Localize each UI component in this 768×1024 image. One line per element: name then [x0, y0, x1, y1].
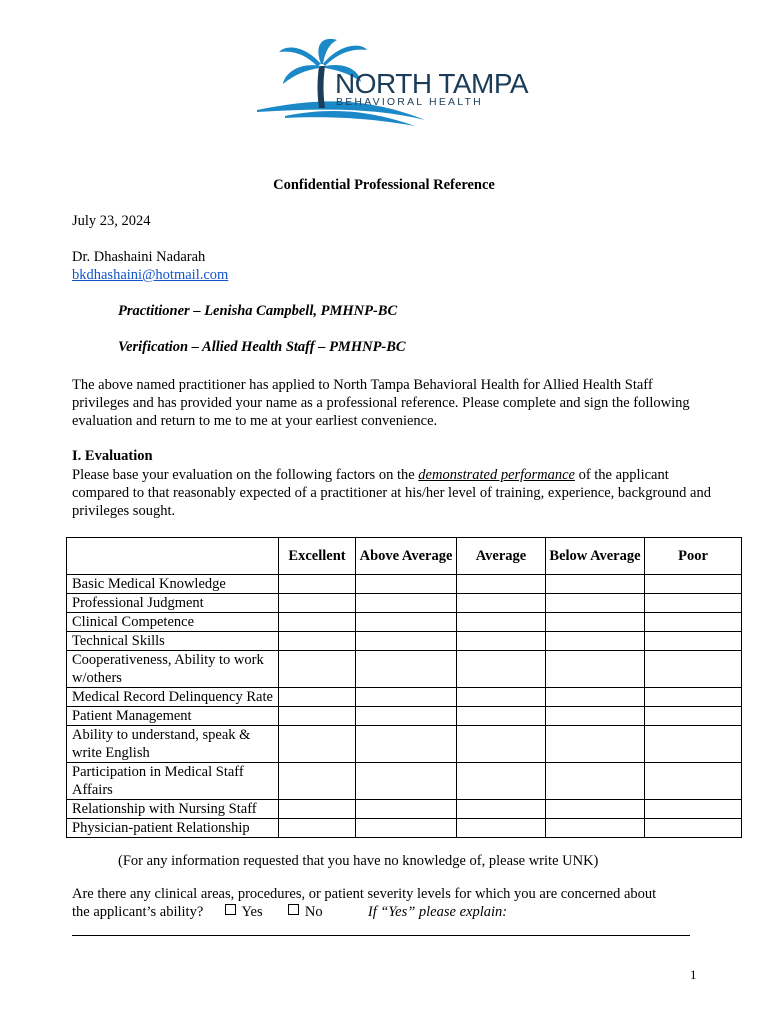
- rating-cell[interactable]: [546, 819, 645, 838]
- rating-cell[interactable]: [279, 651, 356, 688]
- rating-cell[interactable]: [546, 575, 645, 594]
- criterion-label: Ability to understand, speak & write English: [67, 726, 279, 763]
- rating-cell[interactable]: [645, 632, 742, 651]
- rating-cell[interactable]: [546, 688, 645, 707]
- table-row: [67, 763, 742, 800]
- table-row: [67, 800, 742, 819]
- table-row: [67, 726, 742, 763]
- rating-cell[interactable]: [279, 594, 356, 613]
- rating-cell[interactable]: [645, 688, 742, 707]
- rating-cell[interactable]: [279, 575, 356, 594]
- intro-paragraph: The above named practitioner has applied to North Tampa Behavioral Health for Allied Health Staff privileges and has provided your name as a professional reference. Please complete and sign the following evaluation and return to me to me at your earliest convenience.: [72, 377, 690, 429]
- rating-cell[interactable]: [457, 800, 546, 819]
- rating-cell[interactable]: [546, 594, 645, 613]
- rating-cell[interactable]: [356, 632, 457, 651]
- explain-prompt: If “Yes” please explain:: [367, 904, 508, 920]
- rating-cell[interactable]: [457, 763, 546, 800]
- criterion-label: Technical Skills: [67, 632, 279, 651]
- criterion-label: Clinical Competence: [67, 613, 279, 632]
- rating-cell[interactable]: [356, 726, 457, 763]
- criterion-label: Professional Judgment: [67, 594, 279, 613]
- rating-cell[interactable]: [356, 575, 457, 594]
- no-checkbox[interactable]: [288, 904, 299, 915]
- rating-cell[interactable]: [546, 800, 645, 819]
- letter-date: July 23, 2024: [72, 213, 151, 229]
- rating-cell[interactable]: [356, 594, 457, 613]
- north-tampa-logo: [255, 36, 529, 131]
- rating-cell[interactable]: [356, 800, 457, 819]
- column-header: Poor: [645, 538, 742, 575]
- recipient-email-link[interactable]: bkdhashaini@hotmail.com: [72, 267, 229, 283]
- rating-cell[interactable]: [457, 819, 546, 838]
- rating-cell[interactable]: [279, 819, 356, 838]
- rating-cell[interactable]: [457, 688, 546, 707]
- rating-cell[interactable]: [279, 726, 356, 763]
- criterion-label: Participation in Medical Staff Affairs: [67, 763, 279, 800]
- section-instructions: Please base your evaluation on the following factors on the demonstrated performance of the applicant compared to that reasonably expected of a practitioner at his/her level of training, experience, background and privileges sought.: [72, 467, 711, 519]
- column-header: Above Average: [356, 538, 457, 575]
- rating-cell[interactable]: [645, 763, 742, 800]
- rating-cell[interactable]: [645, 800, 742, 819]
- table-row: [67, 819, 742, 838]
- rating-cell[interactable]: [645, 613, 742, 632]
- rating-cell[interactable]: [279, 763, 356, 800]
- rating-cell[interactable]: [356, 707, 457, 726]
- criterion-label: Cooperativeness, Ability to work w/others: [67, 651, 279, 688]
- unk-note: (For any information requested that you have no knowledge of, please write UNK): [118, 853, 599, 869]
- rating-cell[interactable]: [645, 651, 742, 688]
- concern-question-line1: Are there any clinical areas, procedures, or patient severity levels for which you are concerned about: [72, 886, 657, 902]
- criterion-label: Physician-patient Relationship: [67, 819, 279, 838]
- rating-cell[interactable]: [356, 613, 457, 632]
- table-row: [67, 688, 742, 707]
- rating-cell[interactable]: [356, 819, 457, 838]
- rating-cell[interactable]: [546, 707, 645, 726]
- table-row: [67, 651, 742, 688]
- rating-cell[interactable]: [356, 763, 457, 800]
- table-row: [67, 594, 742, 613]
- recipient-name: Dr. Dhashaini Nadarah: [72, 249, 206, 265]
- rating-cell[interactable]: [645, 594, 742, 613]
- rating-cell[interactable]: [356, 651, 457, 688]
- empty-header-cell: [67, 538, 279, 575]
- rating-cell[interactable]: [546, 651, 645, 688]
- section-heading: I. Evaluation: [72, 448, 153, 464]
- criterion-label: Patient Management: [67, 707, 279, 726]
- table-row: [67, 613, 742, 632]
- column-header: Average: [457, 538, 546, 575]
- rating-cell[interactable]: [645, 707, 742, 726]
- rating-cell[interactable]: [645, 726, 742, 763]
- table-header-row: [67, 538, 742, 575]
- rating-cell[interactable]: [546, 632, 645, 651]
- table-row: [67, 575, 742, 594]
- column-header: Below Average: [546, 538, 645, 575]
- table-row: [67, 632, 742, 651]
- rating-cell[interactable]: [279, 613, 356, 632]
- rating-cell[interactable]: [457, 632, 546, 651]
- rating-cell[interactable]: [645, 819, 742, 838]
- rating-cell[interactable]: [457, 613, 546, 632]
- rating-cell[interactable]: [279, 800, 356, 819]
- criterion-label: Relationship with Nursing Staff: [67, 800, 279, 819]
- column-header: Excellent: [279, 538, 356, 575]
- criterion-label: Basic Medical Knowledge: [67, 575, 279, 594]
- practitioner-line: Practitioner – Lenisha Campbell, PMHNP-BC: [118, 303, 398, 319]
- table-row: [67, 707, 742, 726]
- criterion-label: Medical Record Delinquency Rate: [67, 688, 279, 707]
- rating-cell[interactable]: [457, 651, 546, 688]
- no-label: No: [304, 904, 323, 920]
- concern-question-line2: the applicant’s ability? Yes No If “Yes” please explain:: [72, 904, 508, 920]
- rating-cell[interactable]: [279, 688, 356, 707]
- rating-cell[interactable]: [457, 575, 546, 594]
- rating-cell[interactable]: [457, 594, 546, 613]
- rating-cell[interactable]: [457, 707, 546, 726]
- rating-cell[interactable]: [546, 763, 645, 800]
- verification-line: Verification – Allied Health Staff – PMHNP-BC: [118, 339, 406, 355]
- yes-label: Yes: [241, 904, 263, 920]
- logo-subtitle: BEHAVIORAL HEALTH: [336, 96, 483, 108]
- explanation-line[interactable]: [72, 935, 690, 936]
- rating-cell[interactable]: [457, 726, 546, 763]
- evaluation-table: [66, 537, 742, 838]
- rating-cell[interactable]: [279, 632, 356, 651]
- rating-cell[interactable]: [645, 575, 742, 594]
- document-title: Confidential Professional Reference: [273, 177, 495, 193]
- rating-cell[interactable]: [546, 726, 645, 763]
- rating-cell[interactable]: [356, 688, 457, 707]
- logo-title: NORTH TAMPA: [335, 68, 529, 99]
- yes-checkbox[interactable]: [225, 904, 236, 915]
- demonstrated-performance-emphasis: demonstrated performance: [418, 467, 575, 483]
- rating-cell[interactable]: [546, 613, 645, 632]
- page-number: 1: [690, 967, 697, 982]
- rating-cell[interactable]: [279, 707, 356, 726]
